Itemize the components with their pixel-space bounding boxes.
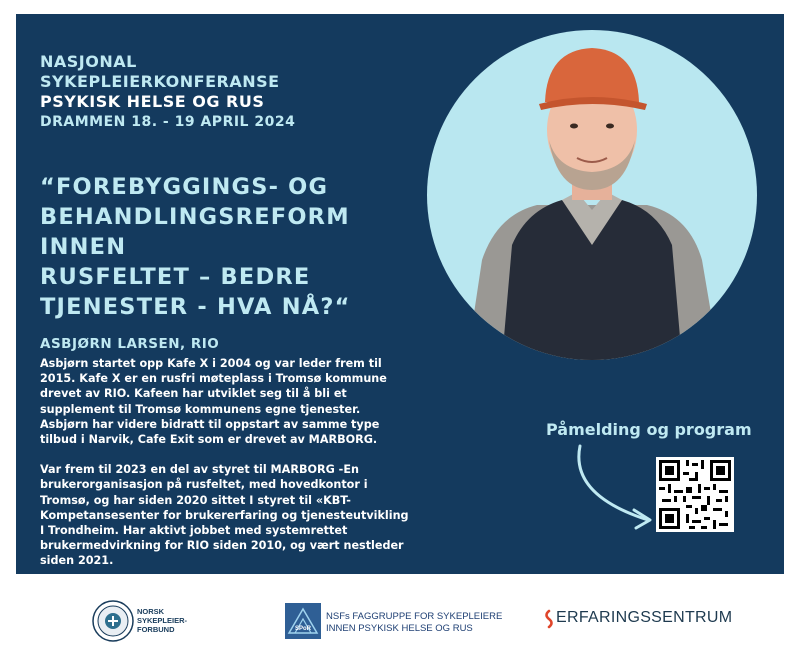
spor-logo-text: NSFs FAGGRUPPE FOR SYKEPLEIERE INNEN PSYKISK HELSE OG RUS bbox=[326, 611, 503, 634]
talk-title: “FOREBYGGINGS- OG BEHANDLINGSREFORM INNEN RUSFELTET – BEDRE TJENESTER - HVA NÅ?“ bbox=[40, 174, 351, 320]
speaker-bio bbox=[40, 356, 412, 584]
bio-paragraph-1: Asbjørn startet opp Kafe X i 2004 og var leder frem til 2015. Kafe X er en rusfri møteplass i Tromsø kommune drevet av RIO. Kafeen har utviklet seg til å bli et supplement til Tromsø kommunens egne tjenester. Asbjørn har videre bidratt til oppstart av samme type tilbud i Narvik, Cafe Exit som er drevet av MARBORG. bbox=[40, 357, 387, 447]
qr-code[interactable] bbox=[656, 457, 734, 532]
nsf-seal-icon bbox=[92, 600, 134, 642]
spor-emblem-icon bbox=[285, 603, 321, 639]
registration-label: Påmelding og program bbox=[546, 420, 752, 439]
conference-line-2: SYKEPLEIERKONFERANSE bbox=[40, 72, 280, 91]
conference-line-3: PSYKISK HELSE OG RUS bbox=[40, 92, 265, 111]
speaker-name: ASBJØRN LARSEN, RIO bbox=[40, 336, 220, 352]
speaker-portrait-illustration bbox=[427, 30, 757, 360]
speaker-photo bbox=[427, 30, 757, 360]
erfaringssentrum-logo-text: ERFARINGSSENTRUM bbox=[556, 609, 733, 626]
spor-logo-badge bbox=[285, 603, 321, 639]
bio-paragraph-2: Var frem til 2023 en del av styret til MARBORG -En brukerorganisasjon på rusfeltet, med hovedkontor i Tromsø, og har siden 2020 sittet I styret til «KBT-Kompetansesenter for brukererfaring og tjenesteutvikling I Trondheim. Har aktivt jobbet med systemrettet brukermedvirkning for RIO siden 2010, og vært nestleder siden 2021. bbox=[40, 463, 409, 568]
erfaringssentrum-mark-icon bbox=[543, 609, 555, 629]
arrow-icon bbox=[568, 440, 658, 530]
conference-heading bbox=[40, 52, 295, 132]
conference-dates: DRAMMEN 18. - 19 APRIL 2024 bbox=[40, 114, 296, 130]
nsf-logo-text: NORSK SYKEPLEIER- FORBUND bbox=[137, 607, 188, 634]
qr-code-icon bbox=[656, 457, 734, 532]
conference-line-1: NASJONAL bbox=[40, 52, 137, 71]
spor-badge-label: SPoR bbox=[294, 626, 311, 632]
